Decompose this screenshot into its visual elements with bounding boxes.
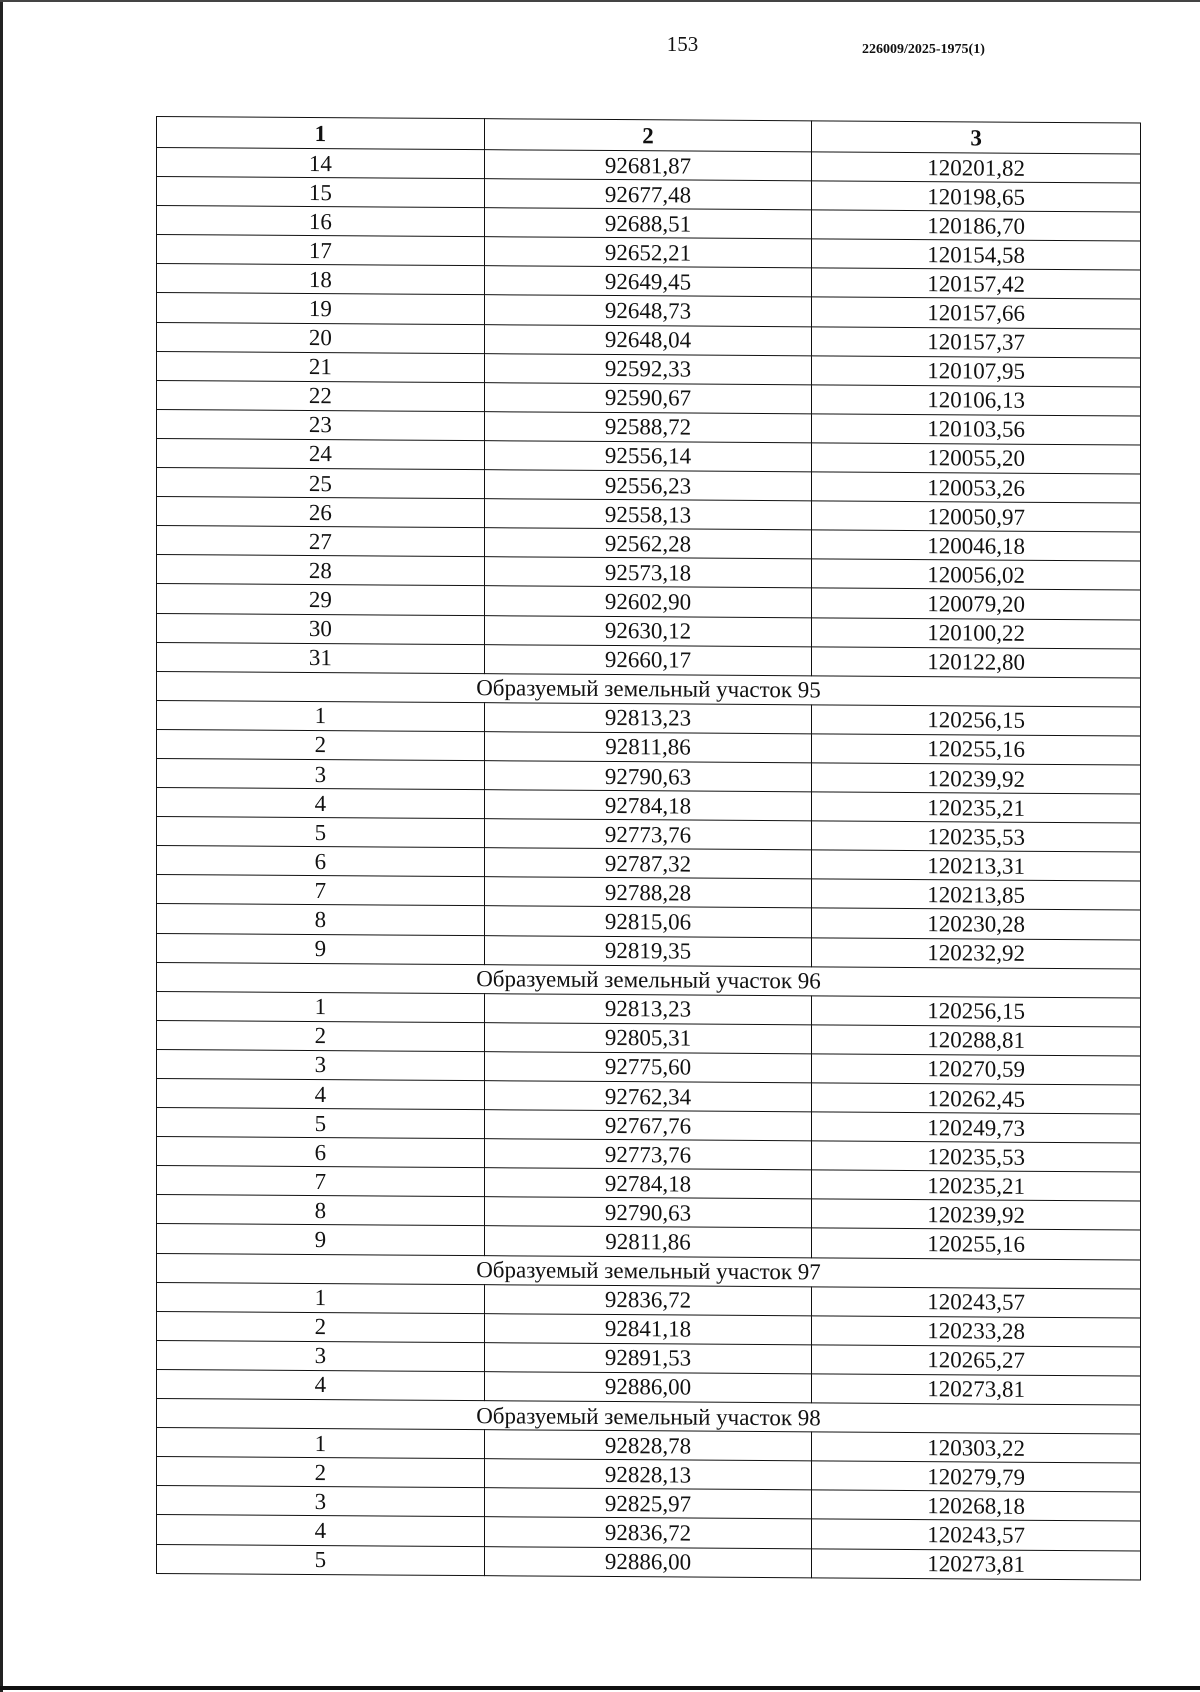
x-coordinate-cell: 92588,72 — [484, 412, 812, 443]
y-coordinate-cell: 120255,16 — [812, 734, 1141, 765]
x-coordinate-cell: 92813,23 — [484, 993, 812, 1024]
x-coordinate-cell: 92813,23 — [484, 702, 812, 733]
point-number-cell: 8 — [157, 904, 485, 935]
point-number-cell: 22 — [157, 380, 485, 411]
y-coordinate-cell: 120235,21 — [812, 1170, 1141, 1201]
x-coordinate-cell: 92773,76 — [484, 819, 812, 850]
point-number-cell: 16 — [157, 206, 485, 237]
x-coordinate-cell: 92556,23 — [484, 470, 812, 501]
x-coordinate-cell: 92688,51 — [484, 208, 812, 239]
y-coordinate-cell: 120279,79 — [812, 1461, 1141, 1492]
point-number-cell: 30 — [157, 613, 485, 644]
y-coordinate-cell: 120056,02 — [812, 559, 1141, 590]
x-coordinate-cell: 92681,87 — [484, 150, 812, 181]
point-number-cell: 3 — [157, 758, 485, 789]
point-number-cell: 1 — [157, 1428, 485, 1459]
y-coordinate-cell: 120213,85 — [812, 879, 1141, 910]
point-number-cell: 5 — [157, 1544, 485, 1575]
x-coordinate-cell: 92787,32 — [484, 848, 812, 879]
y-coordinate-cell: 120154,58 — [812, 239, 1141, 270]
point-number-cell: 15 — [157, 177, 485, 208]
y-coordinate-cell: 120103,56 — [812, 414, 1141, 445]
coordinates-table — [156, 116, 1141, 1580]
y-coordinate-cell: 120233,28 — [812, 1316, 1141, 1347]
x-coordinate-cell: 92886,00 — [484, 1546, 812, 1577]
x-coordinate-cell: 92573,18 — [484, 557, 812, 588]
y-coordinate-cell: 120256,15 — [812, 705, 1141, 736]
y-coordinate-cell: 120303,22 — [812, 1432, 1141, 1463]
y-coordinate-cell: 120157,37 — [812, 326, 1141, 357]
y-coordinate-cell: 120201,82 — [812, 152, 1141, 183]
y-coordinate-cell: 120239,92 — [812, 763, 1141, 794]
x-coordinate-cell: 92762,34 — [484, 1081, 812, 1112]
section-title: Образуемый земельный участок 95 — [157, 671, 1141, 707]
x-coordinate-cell: 92828,13 — [484, 1459, 812, 1490]
point-number-cell: 23 — [157, 409, 485, 440]
x-coordinate-cell: 92630,12 — [484, 615, 812, 646]
y-coordinate-cell: 120235,53 — [812, 1141, 1141, 1172]
y-coordinate-cell: 120235,21 — [812, 792, 1141, 823]
y-coordinate-cell: 120288,81 — [812, 1025, 1141, 1056]
y-coordinate-cell: 120053,26 — [812, 472, 1141, 503]
y-coordinate-cell: 120106,13 — [812, 385, 1141, 416]
point-number-cell: 2 — [157, 1020, 485, 1051]
x-coordinate-cell: 92825,97 — [484, 1488, 812, 1519]
point-number-cell: 3 — [157, 1340, 485, 1371]
x-coordinate-cell: 92815,06 — [484, 906, 812, 937]
point-number-cell: 7 — [157, 875, 485, 906]
x-coordinate-cell: 92811,86 — [484, 732, 812, 763]
x-coordinate-cell: 92558,13 — [484, 499, 812, 530]
y-coordinate-cell: 120273,81 — [812, 1374, 1141, 1405]
point-number-cell: 5 — [157, 1108, 485, 1139]
table-row — [157, 1544, 1141, 1580]
y-coordinate-cell: 120100,22 — [812, 617, 1141, 648]
x-coordinate-cell: 92649,45 — [484, 266, 812, 297]
y-coordinate-cell: 120050,97 — [812, 501, 1141, 532]
point-number-cell: 20 — [157, 322, 485, 353]
point-number-cell: 17 — [157, 235, 485, 266]
y-coordinate-cell: 120243,57 — [812, 1519, 1141, 1550]
x-coordinate-cell: 92836,72 — [484, 1284, 812, 1315]
y-coordinate-cell: 120157,42 — [812, 268, 1141, 299]
point-number-cell: 4 — [157, 1079, 485, 1110]
x-coordinate-cell: 92836,72 — [484, 1517, 812, 1548]
point-number-cell: 2 — [157, 1311, 485, 1342]
y-coordinate-cell: 120055,20 — [812, 443, 1141, 474]
section-title: Образуемый земельный участок 97 — [157, 1253, 1141, 1289]
x-coordinate-cell: 92602,90 — [484, 586, 812, 617]
y-coordinate-cell: 120270,59 — [812, 1054, 1141, 1085]
y-coordinate-cell: 120122,80 — [812, 646, 1141, 677]
y-coordinate-cell: 120079,20 — [812, 588, 1141, 619]
x-coordinate-cell: 92775,60 — [484, 1052, 812, 1083]
y-coordinate-cell: 120249,73 — [812, 1112, 1141, 1143]
point-number-cell: 21 — [157, 351, 485, 382]
point-number-cell: 8 — [157, 1195, 485, 1226]
point-number-cell: 5 — [157, 817, 485, 848]
y-coordinate-cell: 120243,57 — [812, 1287, 1141, 1318]
point-number-cell: 2 — [157, 1457, 485, 1488]
point-number-cell: 1 — [157, 700, 485, 731]
x-coordinate-cell: 92828,78 — [484, 1430, 812, 1461]
y-coordinate-cell: 120239,92 — [812, 1199, 1141, 1230]
x-coordinate-cell: 92841,18 — [484, 1313, 812, 1344]
point-number-cell: 4 — [157, 1369, 485, 1400]
page-number: 153 — [666, 32, 699, 56]
y-coordinate-cell: 120256,15 — [812, 996, 1141, 1027]
x-coordinate-cell: 92652,21 — [484, 237, 812, 268]
y-coordinate-cell: 120046,18 — [812, 530, 1141, 561]
x-coordinate-cell: 92562,28 — [484, 528, 812, 559]
point-number-cell: 4 — [157, 788, 485, 819]
point-number-cell: 6 — [157, 1137, 485, 1168]
section-title: Образуемый земельный участок 98 — [157, 1399, 1141, 1435]
x-coordinate-cell: 92788,28 — [484, 877, 812, 908]
y-coordinate-cell: 120255,16 — [812, 1228, 1141, 1259]
y-coordinate-cell: 120157,66 — [812, 297, 1141, 328]
point-number-cell: 7 — [157, 1166, 485, 1197]
section-title: Образуемый земельный участок 96 — [157, 962, 1141, 998]
y-coordinate-cell: 120230,28 — [812, 908, 1141, 939]
point-number-cell: 3 — [157, 1049, 485, 1080]
x-coordinate-cell: 92677,48 — [484, 179, 812, 210]
scan-border-bottom — [0, 1686, 1200, 1690]
point-number-cell: 25 — [157, 468, 485, 499]
point-number-cell: 1 — [157, 1282, 485, 1313]
point-number-cell: 9 — [157, 1224, 485, 1255]
y-coordinate-cell: 120198,65 — [812, 181, 1141, 212]
x-coordinate-cell: 92790,63 — [484, 761, 812, 792]
x-coordinate-cell: 92886,00 — [484, 1372, 812, 1403]
x-coordinate-cell: 92590,67 — [484, 382, 812, 413]
x-coordinate-cell: 92556,14 — [484, 441, 812, 472]
y-coordinate-cell: 120186,70 — [812, 210, 1141, 241]
x-coordinate-cell: 92648,73 — [484, 295, 812, 326]
point-number-cell: 6 — [157, 846, 485, 877]
document-id: 226009/2025-1975(1) — [862, 42, 985, 57]
scan-border-left — [0, 0, 3, 1692]
scan-border-top — [0, 0, 1200, 2]
column-header: 3 — [812, 121, 1141, 154]
x-coordinate-cell: 92767,76 — [484, 1110, 812, 1141]
point-number-cell: 4 — [157, 1515, 485, 1546]
y-coordinate-cell: 120107,95 — [812, 356, 1141, 387]
y-coordinate-cell: 120265,27 — [812, 1345, 1141, 1376]
x-coordinate-cell: 92819,35 — [484, 935, 812, 966]
point-number-cell: 26 — [157, 497, 485, 528]
point-number-cell: 29 — [157, 584, 485, 615]
point-number-cell: 31 — [157, 642, 485, 673]
point-number-cell: 3 — [157, 1486, 485, 1517]
x-coordinate-cell: 92773,76 — [484, 1139, 812, 1170]
x-coordinate-cell: 92648,04 — [484, 324, 812, 355]
point-number-cell: 19 — [157, 293, 485, 324]
y-coordinate-cell: 120268,18 — [812, 1490, 1141, 1521]
x-coordinate-cell: 92784,18 — [484, 1168, 812, 1199]
point-number-cell: 28 — [157, 555, 485, 586]
y-coordinate-cell: 120232,92 — [812, 937, 1141, 968]
point-number-cell: 1 — [157, 991, 485, 1022]
x-coordinate-cell: 92790,63 — [484, 1197, 812, 1228]
y-coordinate-cell: 120273,81 — [812, 1548, 1141, 1579]
table-body — [157, 148, 1141, 1580]
column-header: 2 — [484, 119, 812, 152]
x-coordinate-cell: 92811,86 — [484, 1226, 812, 1257]
column-header: 1 — [157, 117, 485, 150]
point-number-cell: 2 — [157, 729, 485, 760]
point-number-cell: 24 — [157, 438, 485, 469]
y-coordinate-cell: 120213,31 — [812, 850, 1141, 881]
x-coordinate-cell: 92805,31 — [484, 1022, 812, 1053]
point-number-cell: 18 — [157, 264, 485, 295]
x-coordinate-cell: 92891,53 — [484, 1343, 812, 1374]
y-coordinate-cell: 120262,45 — [812, 1083, 1141, 1114]
point-number-cell: 9 — [157, 933, 485, 964]
x-coordinate-cell: 92784,18 — [484, 790, 812, 821]
x-coordinate-cell: 92592,33 — [484, 353, 812, 384]
point-number-cell: 27 — [157, 526, 485, 557]
x-coordinate-cell: 92660,17 — [484, 644, 812, 675]
y-coordinate-cell: 120235,53 — [812, 821, 1141, 852]
point-number-cell: 14 — [157, 148, 485, 179]
